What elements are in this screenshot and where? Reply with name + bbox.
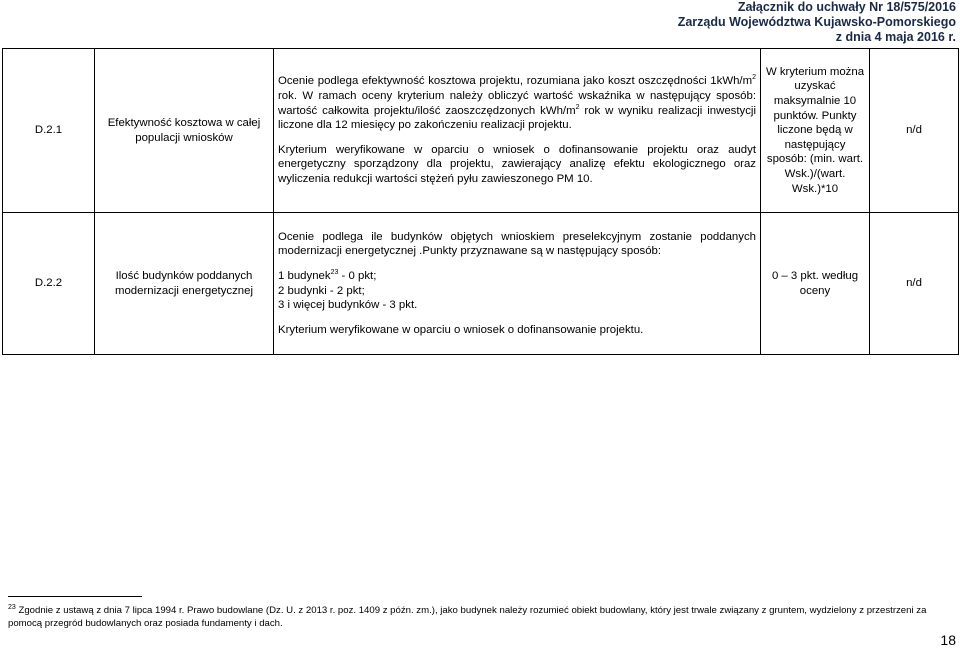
criterion-points: W kryterium można uzyskać maksymalnie 10 punktów. Punkty liczone będą w następujący sposób: (min. wart. Wsk.)/(wart. Wsk.)*10	[761, 49, 870, 213]
table-row	[3, 49, 959, 213]
criterion-extra: n/d	[870, 49, 959, 213]
criterion-name: Efektywność kosztowa w całej populacji wniosków	[95, 49, 274, 213]
header-line-1: Załącznik do uchwały Nr 18/575/2016	[737, 0, 956, 14]
criterion-description	[274, 213, 761, 355]
header-line-2: Zarządu Województwa Kujawsko-Pomorskiego	[677, 15, 956, 29]
criterion-code: D.2.2	[3, 213, 95, 355]
document-header	[678, 0, 956, 45]
criterion-points: 0 – 3 pkt. według oceny	[761, 213, 870, 355]
criterion-description	[274, 49, 761, 213]
criterion-name: Ilość budynków poddanych modernizacji energetycznej	[95, 213, 274, 355]
table-row	[3, 213, 959, 355]
description-paragraph: Ocenie podlega ile budynków objętych wnioskiem preselekcyjnym zostanie poddanych modernizacji energetycznej .Punkty przyznawane są w następujący sposób:	[278, 230, 756, 258]
verification-paragraph: Kryterium weryfikowane w oparciu o wniosek o dofinansowanie projektu oraz audyt energetyczny sporządzony dla projektu, zawierający analizę efektu ekologicznego oraz wyliczenia redukcji wartości stężeń pyłu zawieszonego PM 10.	[278, 143, 756, 185]
header-line-3: z dnia 4 maja 2016 r.	[835, 30, 956, 44]
description-paragraph: Ocenie podlega efektywność kosztowa projektu, rozumiana jako koszt oszczędności $1kWh/m^2$ rok. W ramach oceny kryterium należy obliczyć wartość wskaźnika w następujący sposób: wartość całkowita projektu/ilość zaoszczędzonych kWh/$m^2$ rok w wyniku realizacji inwestycji liczone dla 12 miesięcy po zakończeniu realizacji projektu.	[278, 74, 756, 132]
criterion-code: D.2.1	[3, 49, 95, 213]
scoring-list: 1 budynek$^{23}$ - 0 pkt; 2 budynki - 2 pkt; 3 i więcej budynków - 3 pkt.	[278, 269, 418, 312]
footnote: $^{23}$ Zgodnie z ustawą z dnia 7 lipca 1994 r. Prawo budowlane (Dz. U. z 2013 r. poz. 1409 z późn. zm.), jako budynek należy rozumieć obiekt budowlany, który jest trwale związany z gruntem, wydzielony z przestrzeni za pomocą przegród budowlanych oraz posiada fundamenty i dach.	[8, 603, 927, 629]
footnote-divider	[8, 596, 142, 597]
criterion-extra: n/d	[870, 213, 959, 355]
page-number: 18	[940, 632, 956, 648]
verification-paragraph: Kryterium weryfikowane w oparciu o wniosek o dofinansowanie projektu.	[278, 323, 644, 336]
criteria-table	[2, 48, 959, 355]
